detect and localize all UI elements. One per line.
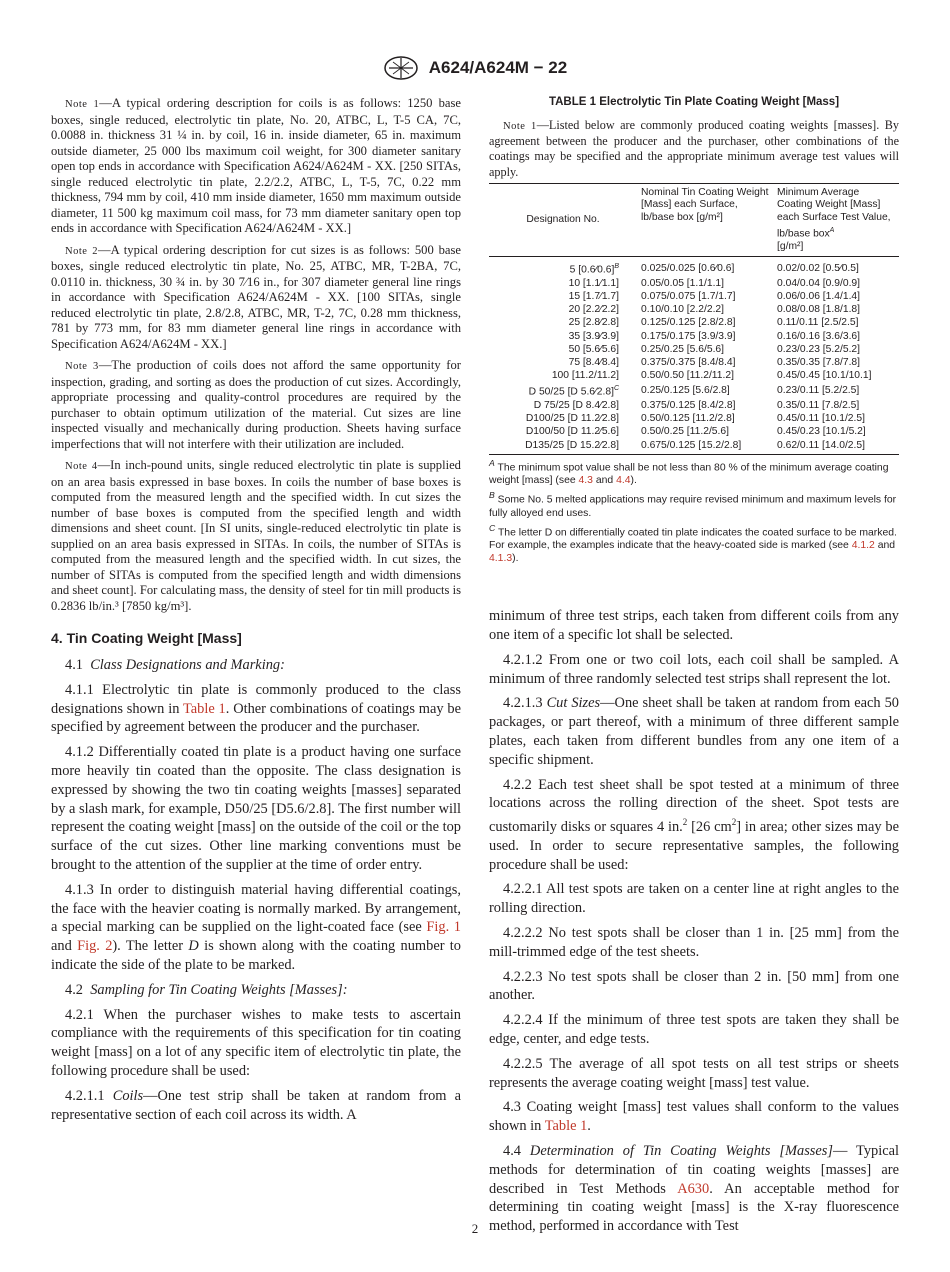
text: ). <box>630 475 637 487</box>
text: is shown along with the coating number to indicate the side of the plate to be marked. <box>51 938 461 973</box>
para-4-2-1: 4.2.1 When the purchaser wishes to make tests to ascertain compliance with the requirements of this specification for tin coating weight [mass] on a lot of any specific item of electrolytic tin plate, the following procedure shall be used: <box>51 1006 461 1079</box>
para-4-2-2-2: 4.2.2.2 No test spots shall be closer than 1 in. [25 mm] from the mill-trimmed edge of the test sheets. <box>489 925 899 960</box>
para-number: 4.2.1.1 <box>65 1087 105 1104</box>
note-3 <box>51 358 461 452</box>
table-1-link[interactable]: Table 1 <box>182 700 226 717</box>
nominal-cell: 0.05/0.05 [1.1/1.1] <box>641 277 725 289</box>
minimum-cell: 0.16/0.16 [3.6/3.6] <box>777 330 861 342</box>
designation-cell <box>489 330 637 343</box>
term: Cut Sizes <box>546 695 601 712</box>
text: The letter D on differentially coated tin plate indicates the coated surface to be marked. For example, the examples indicate that the heavy-coated side is marked (see <box>489 527 897 552</box>
nominal-cell: 0.175/0.175 [3.9/3.9] <box>641 330 736 342</box>
coating-weight-table <box>489 183 899 455</box>
table-row <box>489 356 899 369</box>
astm-logo-icon <box>383 55 419 81</box>
text: The minimum spot value shall be not less than 80 % of the minimum average coating weight [mass] (see <box>489 462 889 487</box>
designation-cell <box>489 257 637 277</box>
para-4-1-3 <box>51 881 461 975</box>
table-row <box>489 369 899 382</box>
text: 4.2.2 Each test sheet shall be spot tested at a minimum of three locations across the rolling direction of the sheet. Spot tests are customarily disks or squares 4 in. <box>489 776 899 836</box>
col-designation: Designation No. <box>489 183 637 256</box>
designation-cell <box>489 277 637 290</box>
footnote-c <box>489 522 899 565</box>
designation-cell <box>489 369 637 382</box>
designation-text: D 50/25 [D 5.6⁄2.8] <box>528 386 614 398</box>
table-row <box>489 316 899 329</box>
para-4-2-2 <box>489 776 899 875</box>
table-row <box>489 257 899 277</box>
minimum-cell: 0.04/0.04 [0.9/0.9] <box>777 277 861 289</box>
nominal-cell: 0.675/0.125 [15.2/2.8] <box>637 439 773 455</box>
note-text: —The production of coils does not afford the same opportunity for inspection, grading, and sorting as does the production of cut sizes. Accordingly, appropriate processing and quality-control procedures are required by the purchaser to obtain optimum utilization of the material. Cut sizes are line inspected visually and mechanically during production. Sheets having surface imperfections that will not interfere with their utilization are included. <box>51 358 461 451</box>
table-row <box>489 439 899 455</box>
table-1-title: TABLE 1 Electrolytic Tin Plate Coating Weight [Mass] <box>548 96 840 108</box>
text: . Other combinations of coatings may be specified by agreement between the producer and the purchaser. <box>51 700 461 736</box>
header-unit: [g/m²] <box>777 240 804 252</box>
text: . <box>587 1118 591 1135</box>
table-row <box>489 412 899 425</box>
fig-1-link[interactable]: Fig. 1 <box>426 919 461 936</box>
section-number: 4.2 <box>65 981 83 998</box>
page-header <box>0 55 950 81</box>
designation-cell <box>489 316 637 329</box>
table-row <box>489 399 899 412</box>
nominal-cell: 0.50/0.25 [11.2/5.6] <box>641 426 729 438</box>
term: Coils <box>112 1087 144 1104</box>
designation-text: 75 [8.4⁄8.4] <box>568 357 619 369</box>
text: ). <box>512 553 519 565</box>
nominal-cell: 0.375/0.125 [8.4/2.8] <box>641 400 736 412</box>
text: and <box>51 938 78 955</box>
footnote-mark: A <box>829 226 835 234</box>
minimum-cell: 0.11/0.11 [2.5/2.5] <box>777 317 859 329</box>
designation-text: 5 [0.6⁄0.6] <box>569 264 615 276</box>
note-4 <box>51 458 461 614</box>
note-text: —A typical ordering description for cut sizes is as follows: 500 base boxes, single reduced electrolytic tin plate, No. 25, ATBC, MR, T-2BA, 7C, 0.0110 in. thickness, 30 ¾ in. by 30 7⁄16 in., for 307 diameter general line rings in accordance with Specification A624/A624M - XX. [100 SITAs, single reduced electrolytic tin plate, 2.8/2.8, ATBC, MR, T-2, 7C, 0.28 mm thickness, 781 by 773 mm, for 83 mm diameter general line rings in accordance with Specification A624/A624M - XX.] <box>51 242 461 351</box>
term: Determination of Tin Coating Weights [Masses] <box>529 1143 833 1160</box>
designation-text: D100/25 [D 11.2⁄2.8] <box>525 413 619 425</box>
text: ). The letter <box>112 938 189 955</box>
footnote-mark: C <box>613 385 619 393</box>
text: and <box>592 475 617 487</box>
designation-cell <box>489 290 637 303</box>
section-4-heading: 4. Tin Coating Weight [Mass] <box>51 630 242 646</box>
designation-text: 35 [3.9⁄3.9] <box>568 330 619 342</box>
letter-d: D <box>188 938 199 955</box>
para-4-2-2-3: 4.2.2.3 No test spots shall be closer than 2 in. [50 mm] from one another. <box>489 968 899 1004</box>
footnote-a <box>489 457 899 487</box>
note-label: Note 1 <box>65 99 100 110</box>
text: . An acceptable method for determining tin coating weight [mass] is the X-ray fluorescence method, performed in accordance with Test <box>489 1180 900 1235</box>
para-4-2-1-3 <box>489 694 899 769</box>
minimum-cell: 0.45/0.45 [10.1/10.1] <box>777 370 872 382</box>
text: ] in area; other sizes may be used. In order to secure representative samples, the following procedure shall be used: <box>489 819 899 873</box>
superscript: 2 <box>682 817 688 828</box>
note-text: —A typical ordering description for coils is as follows: 1250 base boxes, single reduced, electrolytic tin plate, No. 20, ATBC, L, T-5 CA, 7C, 0.0088 in. thickness 31 ¼ in. by coil, 16 in. inside diameter, 65 in. maximum outside diameter, 25 000 lbs maximum coil weight, for 300 diameter sanitary open top ends in accordance with Specification A624/A624M - XX. [250 SITAs, single reduced electrolytic tin plate, 2.2/2.2, ATBC, L, T-5, 7C, 0.22 mm thickness, 794 mm by coil, 410 mm inside diameter, 1650 mm maximum outside diameter, 11 500 kg maximum coil mass, for 73 mm diameter sanitary open top ends in accordance with Specification A624/A624M - XX.] <box>51 96 461 235</box>
minimum-cell: 0.06/0.06 [1.4/1.4] <box>777 291 861 303</box>
designation-text: 15 [1.7⁄1.7] <box>568 291 619 303</box>
section-title: Sampling for Tin Coating Weights [Masses]: <box>90 981 348 998</box>
designation-cell <box>489 303 637 316</box>
table-row <box>489 303 899 316</box>
designation-text: 20 [2.2⁄2.2] <box>568 304 619 316</box>
para-continued: minimum of three test strips, each taken from different coils from any one item of a specific lot shall be selected. <box>489 608 899 644</box>
minimum-cell: 0.08/0.08 [1.8/1.8] <box>777 304 861 316</box>
table-row <box>489 290 899 303</box>
designation-cell <box>489 343 637 356</box>
text: Some No. 5 melted applications may require revised minimum and maximum levels for fully alloyed end uses. <box>489 494 897 519</box>
designation-text: D135/25 [D 15.2⁄2.8] <box>525 439 619 451</box>
text: and <box>874 540 896 552</box>
table-row <box>489 277 899 290</box>
minimum-cell: 0.35/0.35 [7.8/7.8] <box>777 357 861 369</box>
designation-text: 100 [11.2/11.2] <box>551 370 619 382</box>
text: — Typical methods for determination of tin coating weights [masses] are described in Test Methods <box>489 1143 899 1197</box>
nominal-cell: 0.10/0.10 [2.2/2.2] <box>641 304 725 316</box>
table-row <box>489 425 899 438</box>
minimum-cell: 0.45/0.23 [10.1/5.2] <box>777 426 866 438</box>
minimum-cell: 0.35/0.11 [7.8/2.5] <box>777 400 860 412</box>
col-nominal: Nominal Tin Coating Weight [Mass] each Surface, lb/base box [g/m²] <box>637 183 773 256</box>
minimum-cell: 0.45/0.11 [10.1/2.5] <box>777 413 865 425</box>
para-4-2-1-1 <box>51 1087 461 1125</box>
fig-2-link[interactable]: Fig. 2 <box>77 938 113 955</box>
text: [26 cm <box>687 819 732 836</box>
designation-text: D100/50 [D 11.2⁄5.6] <box>525 426 619 438</box>
designation-cell <box>489 356 637 369</box>
footnote-mark: B <box>489 490 495 501</box>
table-row <box>489 382 899 399</box>
note-text: —In inch-pound units, single reduced electrolytic tin plate is supplied on an area basis expressed in base boxes. In coils the number of base boxes is computed from the measured length and the specified width. In cut sizes the number of base boxes is computed from the specified length and width dimensions and sheet count. [In SI units, single-reduced electrolytic tin plate is supplied on an area basis expressed in SITAs. In coils, the number of SITAs is computed from the measured length and the specified width. In cut sizes, the number of SITAs is computed from the specified length and width dimensions and sheet count]. For calculating mass, the density of steel for tin mill products is 0.2836 lb/in.³ [7850 kg/m³]. <box>51 458 461 613</box>
note-label: Note 2 <box>65 245 98 257</box>
para-4-1-1 <box>51 681 461 737</box>
superscript: 2 <box>731 817 737 828</box>
designation-cell <box>489 425 637 438</box>
para-4-3 <box>489 1098 899 1136</box>
para-4-1-2: 4.1.2 Differentially coated tin plate is a product having one surface more heavily tin coated than the opposite. The class designation is expressed by showing the two tin coating weights [masses] separated by a slash mark, for example, D50/25 [D5.6/2.8]. The first number will represent the coating weight [mass] on the outside of the coil or the top surface of the cut sizes. Other line marking conventions must be brought to the attention of the supplier at the time of order entry. <box>51 744 461 873</box>
para-4-2-2-5: 4.2.2.5 The average of all spot tests on all test strips or sheets represents the average coating weight [mass] test value. <box>489 1055 899 1091</box>
minimum-cell: 0.23/0.23 [5.2/5.2] <box>777 343 861 355</box>
para-number: 4.2.1.3 <box>503 695 543 712</box>
table-1-link[interactable]: Table 1 <box>544 1118 588 1135</box>
section-4-1-3-link[interactable]: 4.1.3 <box>489 553 513 565</box>
note-text: —Listed below are commonly produced coating weights [masses]. By agreement between the producer and the purchaser, other combinations of the coatings may be specified and the appropriate minimum average test values will apply. <box>489 118 899 179</box>
section-4-4-link[interactable]: 4.4 <box>616 475 631 487</box>
footnote-mark: A <box>489 457 495 468</box>
designation-cell <box>489 382 637 399</box>
nominal-cell: 0.375/0.375 [8.4/8.4] <box>641 357 736 369</box>
note-1 <box>51 96 461 237</box>
a630-link[interactable]: A630 <box>677 1180 710 1197</box>
minimum-cell: 0.62/0.11 [14.0/2.5] <box>773 439 899 455</box>
section-4-1-heading <box>51 656 461 675</box>
left-column <box>51 96 461 1130</box>
table-note <box>489 118 899 180</box>
para-4-2-2-4: 4.2.2.4 If the minimum of three test spots are taken they shall be edge, center, and edge tests. <box>489 1012 899 1048</box>
section-4-2-heading <box>51 981 461 1000</box>
text: —One sheet shall be taken at random from each 50 packages, or part thereof, with a minimum of three different sample plates, each taken from different bundles from any one item of a specific shipment. <box>489 695 900 768</box>
note-label: Note 3 <box>65 361 99 372</box>
nominal-cell: 0.075/0.075 [1.7/1.7] <box>641 291 736 303</box>
nominal-cell: 0.50/0.125 [11.2/2.8] <box>641 413 735 425</box>
designation-text: 10 [1.1⁄1.1] <box>568 277 619 289</box>
designation-cell <box>489 439 637 455</box>
note-2 <box>51 243 461 353</box>
nominal-cell: 0.025/0.025 [0.6⁄0.6] <box>641 262 735 274</box>
section-title: Class Designations and Marking: <box>90 657 285 673</box>
table-header-row <box>489 183 899 256</box>
designation-text: 50 [5.6⁄5.6] <box>568 343 619 355</box>
text: 4.3 Coating weight [mass] test values shall conform to the values shown in <box>489 1099 899 1135</box>
minimum-cell: 0.02/0.02 [0.5⁄0.5] <box>777 262 859 274</box>
text: 4.1.3 In order to distinguish material having differential coatings, the face with the heavier coating is normally marked. By arrangement, a special marking can be supplied on the light-coated face (see <box>51 881 461 936</box>
text: 4.1.1 Electrolytic tin plate is commonly produced to the class designations shown in <box>51 681 461 717</box>
nominal-cell: 0.125/0.125 [2.8/2.8] <box>641 317 736 329</box>
nominal-cell: 0.50/0.50 [11.2/11.2] <box>641 370 734 382</box>
footnote-b <box>489 489 899 519</box>
col-minimum <box>773 183 899 256</box>
table-row <box>489 343 899 356</box>
para-4-2-2-1: 4.2.2.1 All test spots are taken on a center line at right angles to the rolling direction. <box>489 881 899 917</box>
text: —One test strip shall be taken at random from a representative section of each coil across its width. A <box>51 1087 461 1123</box>
para-number: 4.4 <box>503 1143 521 1160</box>
designation-cell <box>489 399 637 412</box>
section-4-1-2-link[interactable]: 4.1.2 <box>851 540 875 552</box>
nominal-cell: 0.25/0.25 [5.6/5.6] <box>641 343 725 355</box>
footnote-mark: C <box>489 522 496 533</box>
header-text: Minimum Average Coating Weight [Mass] each Surface Test Value, lb/base box <box>777 186 891 240</box>
footnote-mark: B <box>614 263 619 271</box>
table-row <box>489 330 899 343</box>
minimum-cell: 0.23/0.11 [5.2/2.5] <box>777 385 860 397</box>
right-column <box>489 96 899 1242</box>
document-id: A624/A624M − 22 <box>428 58 568 77</box>
designation-text: D 75/25 [D 8.4⁄2.8] <box>533 400 619 412</box>
section-4-3-link[interactable]: 4.3 <box>578 475 593 487</box>
section-number: 4.1 <box>65 657 83 673</box>
designation-text: 25 [2.8⁄2.8] <box>568 317 619 329</box>
nominal-cell: 0.25/0.125 [5.6/2.8] <box>641 385 730 397</box>
para-4-2-1-2: 4.2.1.2 From one or two coil lots, each coil shall be sampled. A minimum of three randomly selected test strips shall represent the lot. <box>489 651 899 687</box>
note-label: Note 1 <box>503 121 537 132</box>
designation-cell <box>489 412 637 425</box>
note-label: Note 4 <box>65 461 98 472</box>
page-number: 2 <box>471 1221 479 1236</box>
